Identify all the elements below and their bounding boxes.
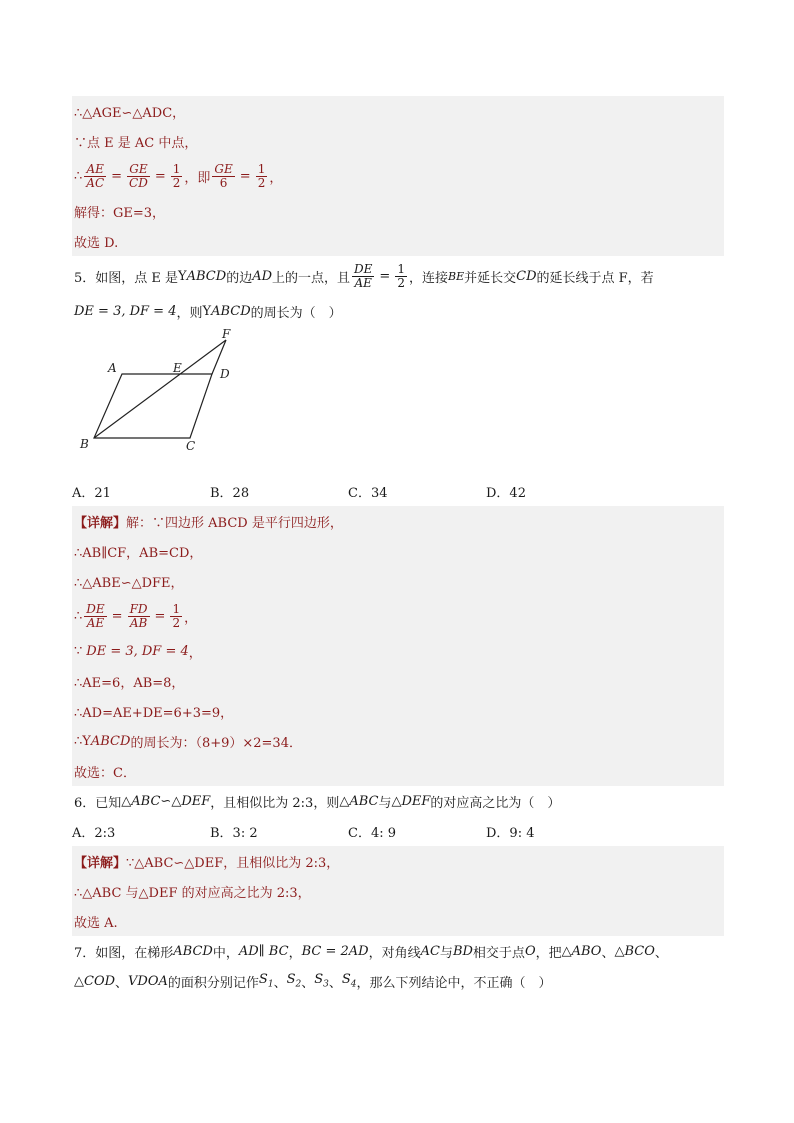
- equals-sign: =: [379, 268, 391, 284]
- solution-line: [72, 596, 724, 636]
- separator: 、: [601, 945, 615, 961]
- math-symbol: S: [341, 972, 351, 988]
- separator: 、: [654, 945, 668, 961]
- solution-line: [72, 96, 724, 126]
- numerator: 1: [397, 261, 405, 276]
- solution-line: [72, 156, 724, 196]
- solution-text: 解得：GE=3，: [74, 205, 166, 221]
- stem-text: ，: [288, 945, 302, 961]
- question-stem-line: [72, 296, 724, 326]
- equals-sign: =: [154, 168, 166, 184]
- numerator: 1: [257, 161, 266, 176]
- solution-text: ∴: [74, 733, 83, 749]
- solution-line: [72, 506, 724, 536]
- stem-text: 与: [439, 945, 453, 961]
- numerator: DE: [354, 261, 373, 276]
- detail-tag: 【详解】: [74, 855, 127, 871]
- parallelogram-symbol: Y: [178, 268, 187, 284]
- parallelogram-diagram: [72, 326, 272, 466]
- solution-line: [72, 566, 724, 596]
- math-expression: DE = 3, DF = 4: [86, 643, 189, 659]
- math-symbol: S: [286, 972, 296, 988]
- stem-text: ，那么下列结论中，不正确（ ）: [356, 975, 552, 991]
- option-c[interactable]: C．4: 9: [348, 825, 397, 841]
- solution-line: [72, 696, 724, 726]
- equals-sign: =: [111, 608, 123, 624]
- solution-text: ∴AB∥CF，AB=CD，: [74, 545, 203, 561]
- equals-sign: =: [239, 168, 251, 184]
- solution-6: [72, 846, 724, 936]
- stem-text: 与: [378, 795, 392, 811]
- label-b: B: [80, 437, 89, 451]
- stem-text: 并延长交: [464, 270, 517, 286]
- solution-line: [72, 846, 724, 876]
- option-a[interactable]: A．2:3: [72, 825, 116, 841]
- math-symbol: ABCD: [173, 943, 213, 959]
- stem-text: 上的一点，且: [272, 270, 351, 286]
- denominator: 6: [219, 175, 228, 190]
- solution-text: 的周长为：（8+9）×2=34．: [130, 735, 302, 751]
- math-symbol: CD: [516, 268, 537, 284]
- math-symbol: △ABC: [121, 793, 161, 809]
- math-symbol: ABCD: [90, 733, 131, 749]
- fraction: [170, 603, 182, 630]
- numerator: 1: [172, 601, 181, 616]
- stem-text: 5．如图，点 E 是: [74, 270, 179, 286]
- stem-text: ，对角线: [368, 945, 421, 961]
- solution-text: ∴△ABC 与△DEF 的对应高之比为 2:3，: [74, 885, 311, 901]
- detail-tag: 【详解】: [74, 515, 127, 531]
- subscript: 3: [323, 979, 329, 990]
- math-expression: BC = 2AD: [301, 943, 369, 959]
- separator: 、: [328, 975, 342, 991]
- math-symbol: △DEF: [171, 793, 211, 809]
- parallelogram-abcd: [94, 374, 212, 438]
- similar-symbol: ∽: [160, 793, 172, 809]
- parallelogram-symbol: Y: [82, 733, 91, 749]
- fraction: [395, 263, 407, 290]
- fraction: [256, 163, 268, 190]
- solution-text: ∴△AGE∽△ADC，: [74, 105, 186, 121]
- option-b[interactable]: B．28: [210, 485, 250, 501]
- math-symbol: BE: [447, 269, 465, 283]
- fraction: [84, 603, 106, 630]
- label-e: E: [173, 361, 182, 375]
- option-a[interactable]: A．21: [72, 485, 111, 501]
- math-symbol: △BCO: [614, 943, 655, 959]
- question-stem-line: [72, 256, 724, 296]
- options-row: [72, 476, 724, 506]
- solution-text: ，: [188, 645, 202, 661]
- denominator: 2: [172, 175, 181, 190]
- option-d[interactable]: D．42: [486, 485, 526, 501]
- area-s4: [342, 972, 357, 990]
- denominator: 2: [172, 615, 181, 630]
- stem-text: 的边: [226, 270, 253, 286]
- numerator: 1: [172, 161, 181, 176]
- math-symbol: AD: [252, 268, 273, 284]
- numerator: AE: [86, 161, 104, 176]
- solution-text: 解：∵四边形 ABCD 是平行四边形，: [126, 515, 343, 531]
- fraction: [128, 603, 150, 630]
- question-5: [72, 256, 724, 506]
- subscript: 2: [295, 979, 302, 990]
- equals-sign: =: [154, 608, 166, 624]
- solution-text: 故选 A.: [74, 915, 118, 931]
- page-content: [72, 96, 724, 996]
- solution-line: [72, 876, 724, 906]
- math-symbol: S: [258, 972, 268, 988]
- numerator: GE: [129, 161, 148, 176]
- fraction: [84, 163, 106, 190]
- math-symbol: S: [314, 972, 324, 988]
- option-d[interactable]: D．9: 4: [486, 825, 535, 841]
- denominator: AE: [354, 275, 372, 290]
- fraction: [127, 163, 150, 190]
- stem-text: 6．已知: [74, 795, 122, 811]
- math-symbol: △COD: [74, 973, 116, 989]
- denominator: AB: [129, 615, 148, 630]
- label-a: A: [108, 361, 117, 375]
- math-symbol: AC: [420, 943, 440, 959]
- stem-text: 的延长线于点 F，若: [536, 270, 654, 286]
- previous-solution: [72, 96, 724, 256]
- stem-text: ，连接: [408, 270, 448, 286]
- solution-line: [72, 636, 724, 666]
- math-symbol: △DEF: [391, 793, 431, 809]
- solution-line: [72, 126, 724, 156]
- solution-line: [72, 196, 724, 226]
- fraction: [171, 163, 183, 190]
- separator: 、: [301, 975, 315, 991]
- fraction: [352, 263, 374, 290]
- stem-text: ，且相似比为 2:3，则: [210, 795, 340, 811]
- question-stem-line: [72, 786, 724, 816]
- geometry-figure: [72, 326, 724, 476]
- question-7: [72, 936, 724, 996]
- stem-text: ，则: [176, 305, 203, 321]
- parallelogram-symbol: Y: [202, 303, 212, 319]
- label-d: D: [220, 367, 230, 381]
- solution-text: 故选：C．: [74, 765, 136, 781]
- stem-text: 的对应高之比为（ ）: [430, 795, 561, 811]
- option-b[interactable]: B．3: 2: [210, 825, 258, 841]
- solution-text: ，即: [184, 170, 211, 186]
- numerator: DE: [86, 601, 105, 616]
- math-symbol: △ABC: [339, 793, 379, 809]
- math-symbol: ABCD: [186, 268, 227, 284]
- math-symbol: O: [524, 943, 536, 959]
- solution-text: ∴: [74, 608, 83, 624]
- options-row: [72, 816, 724, 846]
- math-symbol: BD: [452, 943, 473, 959]
- subscript: 4: [350, 979, 357, 990]
- denominator: CD: [129, 175, 148, 190]
- fraction: [212, 163, 234, 190]
- solution-text: ∴△ABE∽△DFE，: [74, 575, 184, 591]
- label-f: F: [222, 327, 231, 341]
- area-s1: [259, 972, 274, 990]
- stem-text: 相交于点: [472, 945, 525, 961]
- denominator: AC: [86, 175, 105, 190]
- solution-text: ，: [269, 170, 283, 186]
- separator: 、: [115, 975, 129, 991]
- numerator: FD: [129, 601, 148, 616]
- solution-line: [72, 756, 724, 786]
- denominator: 2: [397, 275, 405, 290]
- solution-line: [72, 726, 724, 756]
- solution-text: ∵△ABC∽△DEF，且相似比为 2:3，: [126, 855, 340, 871]
- numerator: GE: [214, 161, 233, 176]
- separator: 、: [273, 975, 287, 991]
- equals-sign: =: [111, 168, 123, 184]
- solution-text: ∵: [74, 643, 83, 659]
- solution-line: [72, 906, 724, 936]
- stem-text: 的面积分别记作: [167, 975, 259, 991]
- subscript: 1: [267, 979, 274, 990]
- solution-line: [72, 536, 724, 566]
- question-stem-line: [72, 966, 724, 996]
- solution-text: 故选 D.: [74, 235, 119, 251]
- area-s2: [287, 972, 302, 990]
- math-symbol: VDOA: [128, 973, 168, 989]
- denominator: 2: [257, 175, 266, 190]
- stem-text: ，把: [535, 945, 562, 961]
- question-6: [72, 786, 724, 846]
- solution-text: ∴: [74, 168, 83, 184]
- solution-text: ∴AD=AE+DE=6+3=9，: [74, 705, 234, 721]
- stem-text: 7．如图，在梯形: [74, 945, 174, 961]
- area-s3: [314, 972, 329, 990]
- solution-line: [72, 226, 724, 256]
- math-symbol: △ABO: [561, 943, 602, 959]
- question-stem-line: [72, 936, 724, 966]
- solution-line: [72, 666, 724, 696]
- segment-bf: [94, 340, 226, 438]
- stem-text: 中，: [212, 945, 239, 961]
- math-expression: DE = 3, DF = 4: [74, 303, 177, 319]
- label-c: C: [186, 439, 196, 453]
- solution-5: [72, 506, 724, 786]
- math-expression: AD∥ BC: [238, 943, 289, 959]
- solution-text: ∵点 E 是 AC 中点，: [74, 135, 198, 151]
- solution-text: ，: [184, 610, 198, 626]
- stem-text: 的周长为（ ）: [250, 305, 342, 321]
- option-c[interactable]: C．34: [348, 485, 388, 501]
- denominator: AE: [86, 615, 105, 630]
- math-symbol: ABCD: [211, 303, 251, 319]
- solution-text: ∴AE=6，AB=8，: [74, 675, 185, 691]
